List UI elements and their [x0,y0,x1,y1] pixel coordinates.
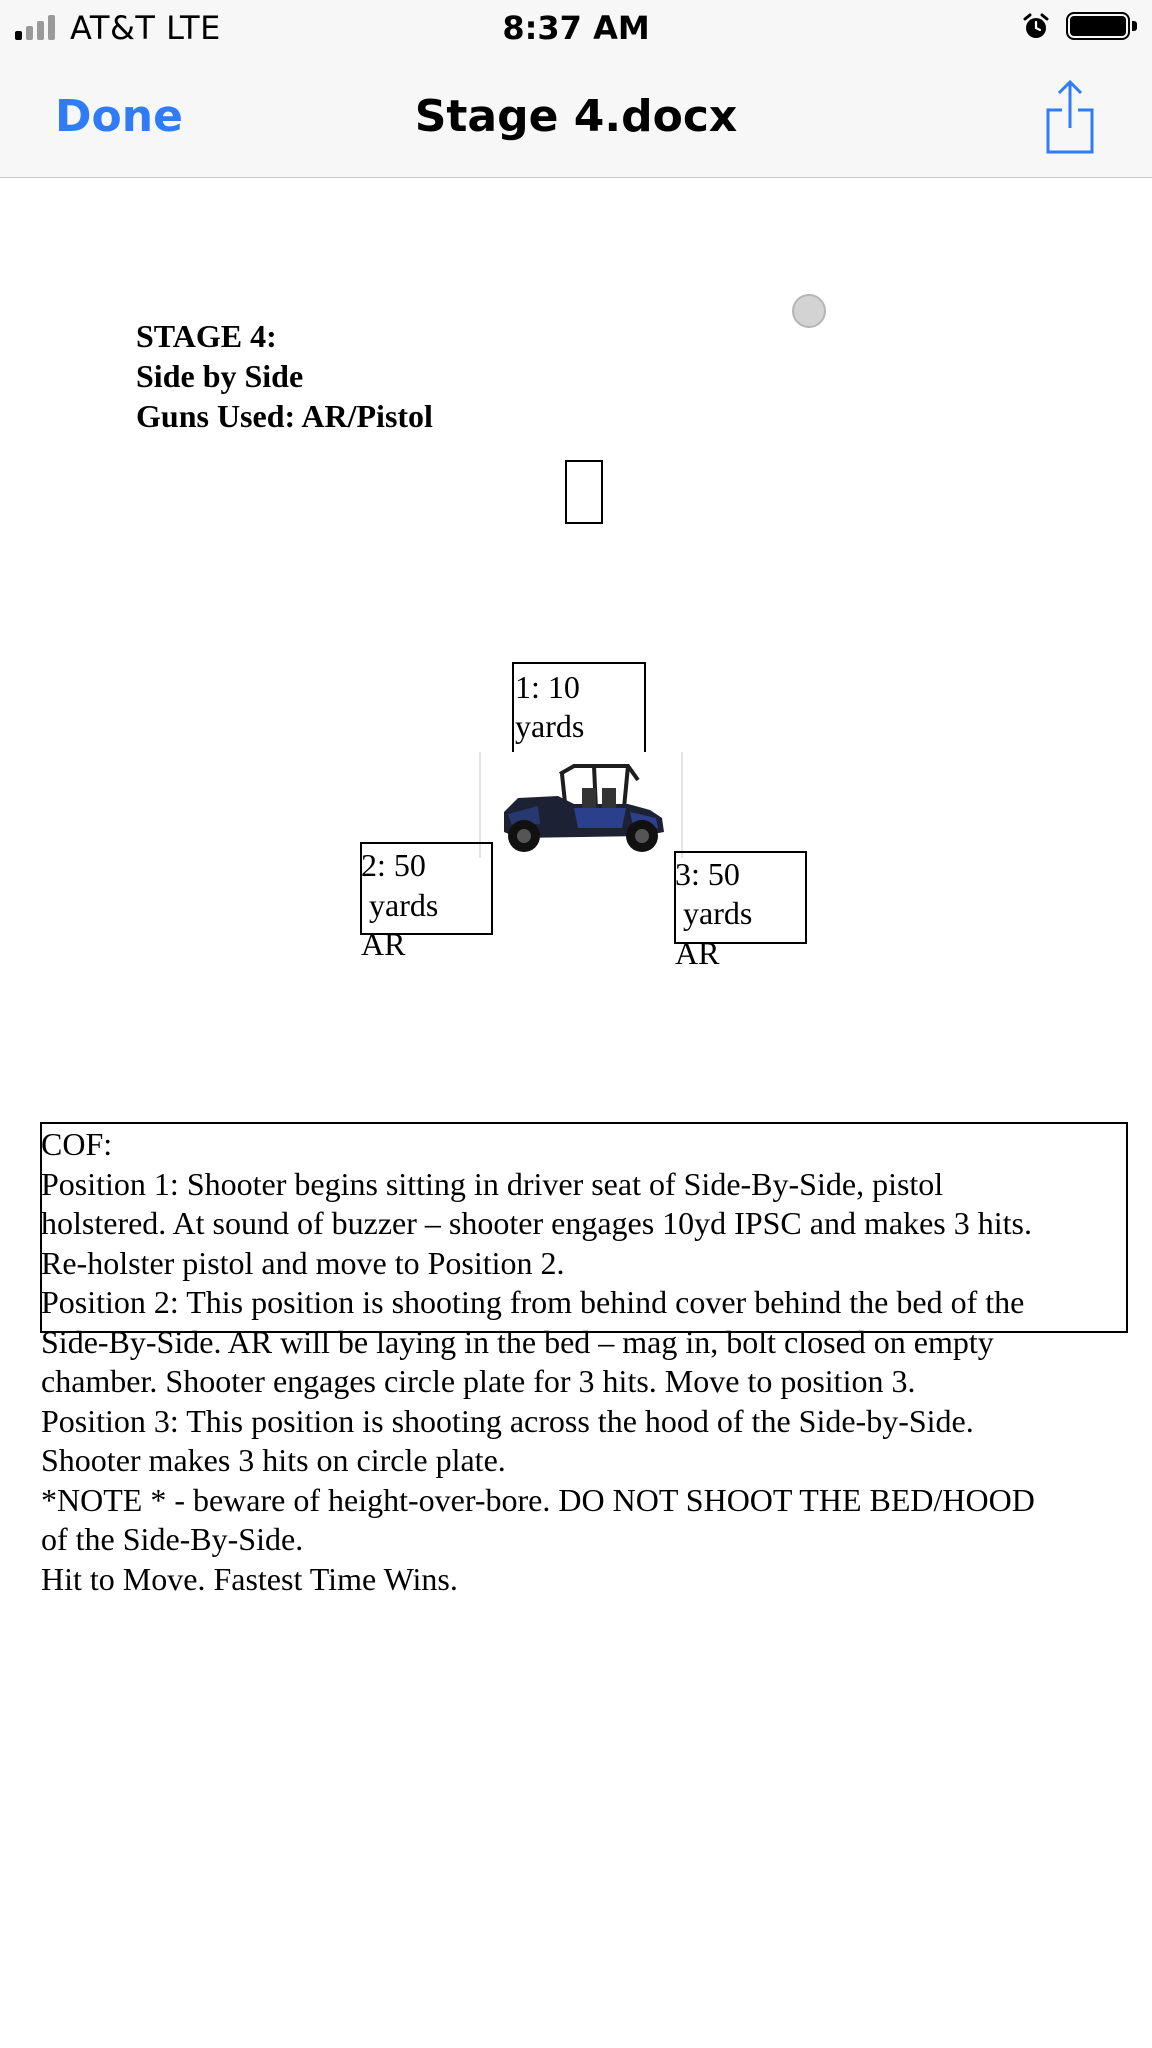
cof-line: chamber. Shooter engages circle plate for 3 hits. Move to position 3. [41,1363,916,1399]
status-bar [0,0,1152,56]
carrier-label: AT&T LTE [70,9,221,47]
cof-line: Position 1: Shooter begins sitting in driver seat of Side-By-Side, pistol [41,1165,944,1202]
scroll-indicator-dot[interactable] [792,294,826,328]
empty-text-box [565,460,603,524]
cof-line: Re-holster pistol and move to Position 2. [41,1244,565,1281]
position-2-unit: yards [361,887,439,923]
position-1-distance: 1: 10 [515,669,580,705]
side-by-side-utv-image [478,752,684,858]
stage-heading [136,316,433,436]
position-3-distance: 3: 50 [675,856,740,892]
navigation-bar [0,56,1152,177]
cof-line: of the Side-By-Side. [41,1521,304,1557]
position-2-distance: 2: 50 [361,847,426,883]
cof-line: Position 3: This position is shooting across the hood of the Side-by-Side. [41,1402,974,1439]
battery-icon [1066,12,1140,44]
status-time: 8:37 AM [502,9,650,47]
cof-line: Shooter makes 3 hits on circle plate. [41,1442,506,1478]
position-3-unit: yards [675,895,753,931]
position-1-unit: yards [515,708,585,744]
cof-line: COF: [41,1126,113,1162]
cof-line: Position 2: This position is shooting from behind cover behind the bed of the [41,1284,1025,1320]
cof-line: *NOTE * - beware of height-over-bore. DO NOT SHOOT THE BED/HOOD [41,1481,1035,1518]
position-2-gun: AR [361,926,406,962]
stage-title: STAGE 4: [136,318,277,354]
share-icon[interactable] [1040,78,1100,158]
document-title: Stage 4.docx [414,91,738,142]
stage-subtitle: Side by Side [136,358,304,394]
document-page[interactable] [0,178,1152,2048]
guns-used: Guns Used: AR/Pistol [136,398,433,434]
cof-line: Side-By-Side. AR will be laying in the bed – mag in, bolt closed on empty [41,1323,994,1360]
cof-line: holstered. At sound of buzzer – shooter engages 10yd IPSC and makes 3 hits. [41,1205,1032,1241]
alarm-icon [1022,13,1050,41]
position-3-gun: AR [675,935,720,971]
cof-text [41,1125,1141,1599]
done-button[interactable]: Done [55,91,183,142]
cof-line: Hit to Move. Fastest Time Wins. [41,1560,458,1597]
